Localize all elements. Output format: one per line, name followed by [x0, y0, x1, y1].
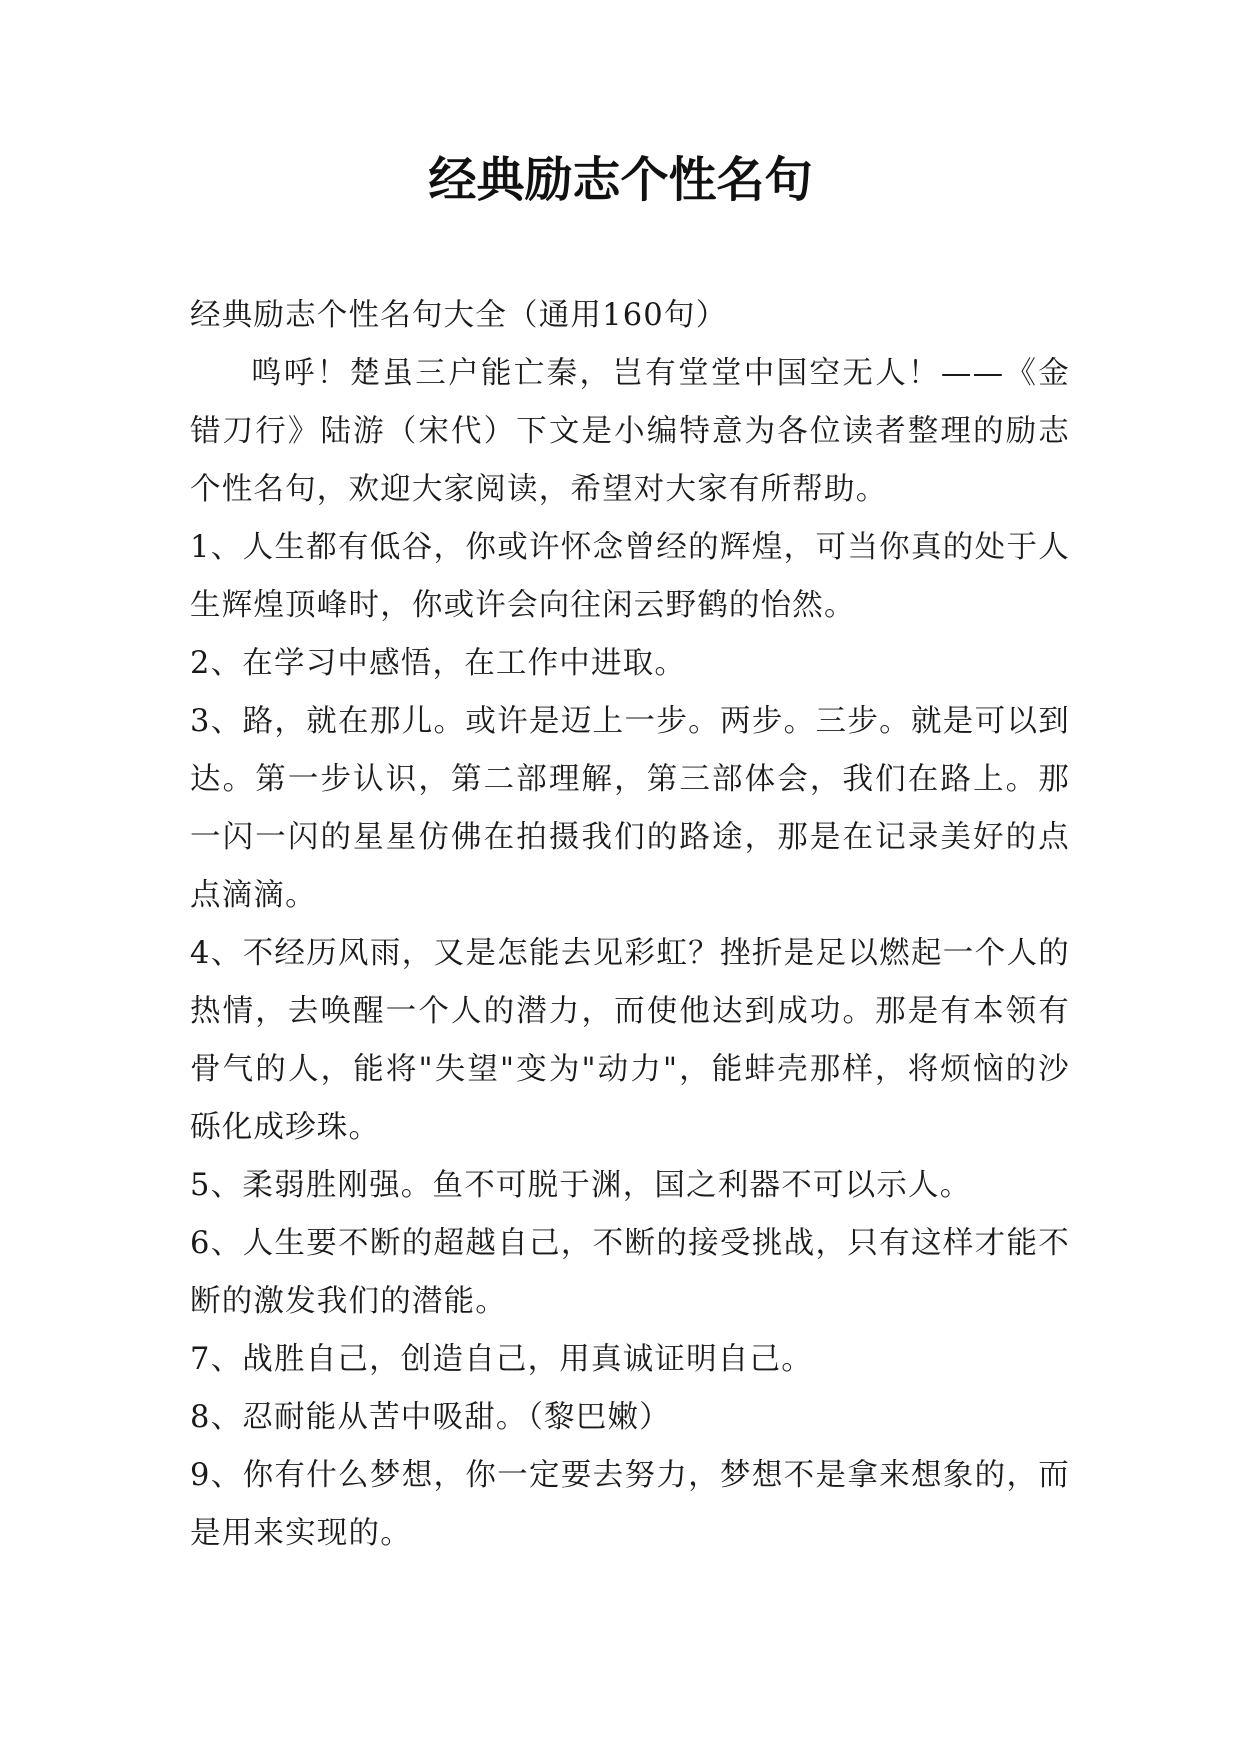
document-subtitle: 经典励志个性名句大全（通用160句）: [190, 298, 728, 333]
quote-item: 9、你有什么梦想，你一定要去努力，梦想不是拿来想象的，而是用来实现的。: [190, 1458, 1070, 1551]
quote-item: 8、忍耐能从苦中吸甜。（黎巴嫩）: [190, 1400, 671, 1435]
quote-item: 7、战胜自己，创造自己，用真诚证明自己。: [190, 1342, 813, 1377]
quote-item: 3、路，就在那儿。或许是迈上一步。两步。三步。就是可以到达。第一步认识，第二部理解，第三部体会，我们在路上。那一闪一闪的星星仿佛在拍摄我们的路途，那是在记录美好的点点滴滴。: [190, 704, 1070, 913]
quote-item: 6、人生要不断的超越自己，不断的接受挑战，只有这样才能不断的激发我们的潜能。: [190, 1226, 1070, 1319]
quote-item: 1、人生都有低谷，你或许怀念曾经的辉煌，可当你真的处于人生辉煌顶峰时，你或许会向往闲云野鹤的怡然。: [190, 530, 1070, 623]
intro-paragraph: 鸣呼！楚虽三户能亡秦，岂有堂堂中国空无人！——《金错刀行》陆游（宋代）下文是小编特意为各位读者整理的励志个性名句，欢迎大家阅读，希望对大家有所帮助。: [190, 356, 1070, 507]
quote-item: 4、不经历风雨，又是怎能去见彩虹？挫折是足以燃起一个人的热情，去唤醒一个人的潜力，而使他达到成功。那是有本领有骨气的人，能将"失望"变为"动力"，能蚌壳那样，将烦恼的沙砾化成珍珠。: [190, 936, 1070, 1145]
quote-item: 2、在学习中感悟，在工作中进取。: [190, 646, 687, 681]
document-body: [190, 287, 1070, 1563]
document-title: 经典励志个性名句: [428, 152, 813, 208]
quote-item: 5、柔弱胜刚强。鱼不可脱于渊，国之利器不可以示人。: [190, 1168, 972, 1203]
